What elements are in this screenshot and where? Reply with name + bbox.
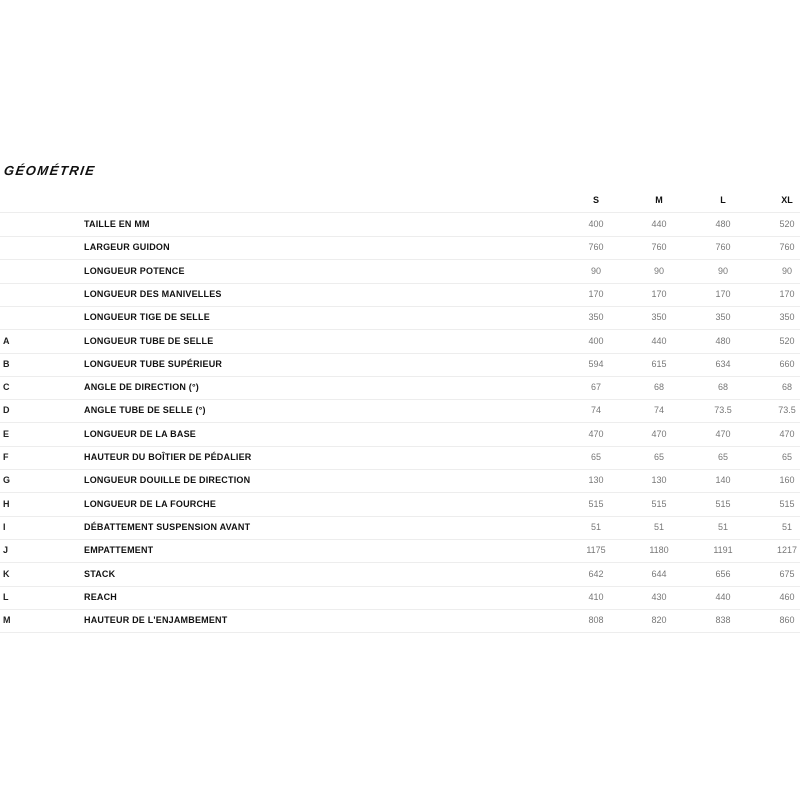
row-value-xl: 90 xyxy=(781,265,792,276)
row-value-s: 760 xyxy=(588,242,604,253)
table-row xyxy=(0,260,800,284)
row-value-s: 170 xyxy=(588,288,604,299)
table-row xyxy=(0,353,800,377)
row-value-s: 594 xyxy=(588,358,604,369)
row-value-l: 470 xyxy=(715,428,731,439)
row-value-l: 634 xyxy=(715,358,731,369)
row-value-xl: 160 xyxy=(779,475,795,486)
row-value-m: 68 xyxy=(653,382,664,393)
row-value-m: 760 xyxy=(651,242,667,253)
row-value-l: 515 xyxy=(715,498,731,509)
row-letter: B xyxy=(3,358,10,369)
row-value-s: 400 xyxy=(588,219,604,229)
row-value-xl: 73.5 xyxy=(778,405,796,416)
row-label: LONGUEUR TIGE DE SELLE xyxy=(84,312,210,323)
row-letter: G xyxy=(3,475,11,486)
row-value-s: 51 xyxy=(590,521,601,532)
table-row xyxy=(0,306,800,330)
row-value-m: 65 xyxy=(653,452,664,462)
row-value-l: 73.5 xyxy=(714,405,732,416)
row-value-xl: 170 xyxy=(779,288,795,299)
size-header-m: M xyxy=(655,195,663,205)
row-label: EMPATTEMENT xyxy=(84,545,154,556)
row-value-m: 1180 xyxy=(649,545,669,556)
row-value-l: 170 xyxy=(715,288,731,299)
row-value-l: 480 xyxy=(715,219,731,229)
row-value-l: 480 xyxy=(715,335,731,346)
row-value-m: 440 xyxy=(651,219,667,229)
table-row xyxy=(0,213,800,237)
row-value-m: 644 xyxy=(651,568,667,579)
row-value-s: 130 xyxy=(588,475,604,486)
row-value-s: 642 xyxy=(588,568,604,579)
row-value-xl: 68 xyxy=(781,382,792,393)
table-row xyxy=(0,376,800,400)
row-value-xl: 515 xyxy=(779,498,795,509)
row-value-s: 90 xyxy=(590,265,601,276)
row-letter: K xyxy=(3,568,10,579)
row-label: LONGUEUR DE LA FOURCHE xyxy=(84,498,217,509)
table-row xyxy=(0,539,800,563)
row-value-l: 838 xyxy=(715,615,731,626)
row-value-xl: 1217 xyxy=(776,545,798,556)
row-value-m: 130 xyxy=(651,475,667,486)
row-value-xl: 675 xyxy=(779,568,795,579)
row-value-xl: 460 xyxy=(779,591,795,602)
row-label: LARGEUR GUIDON xyxy=(84,242,170,253)
row-label: HAUTEUR DU BOÎTIER DE PÉDALIER xyxy=(84,452,252,462)
row-value-l: 656 xyxy=(715,568,731,579)
row-label: LONGUEUR DE LA BASE xyxy=(84,428,196,439)
row-letter: L xyxy=(3,591,9,602)
row-label: LONGUEUR DES MANIVELLES xyxy=(84,288,222,299)
row-letter: H xyxy=(3,498,10,509)
row-value-s: 67 xyxy=(590,382,601,393)
row-value-m: 820 xyxy=(651,615,667,626)
row-value-s: 515 xyxy=(588,498,604,509)
size-header-l: L xyxy=(720,195,726,205)
row-value-xl: 660 xyxy=(779,358,795,369)
row-label: LONGUEUR TUBE SUPÉRIEUR xyxy=(84,358,223,369)
row-letter: M xyxy=(3,615,11,626)
row-value-m: 350 xyxy=(651,312,667,323)
table-row xyxy=(0,586,800,610)
table-row xyxy=(0,563,800,587)
row-label: DÉBATTEMENT SUSPENSION AVANT xyxy=(84,521,251,532)
row-value-s: 65 xyxy=(590,452,601,462)
row-label: TAILLE EN MM xyxy=(84,219,150,229)
row-value-xl: 860 xyxy=(779,615,795,626)
row-letter: I xyxy=(3,521,6,532)
table-row xyxy=(0,330,800,354)
row-value-l: 1191 xyxy=(713,545,733,556)
row-label: ANGLE DE DIRECTION (°) xyxy=(84,382,199,393)
row-value-s: 350 xyxy=(588,312,604,323)
table-row xyxy=(0,493,800,517)
row-label: LONGUEUR DOUILLE DE DIRECTION xyxy=(84,475,251,486)
row-value-m: 51 xyxy=(653,521,664,532)
row-value-s: 1175 xyxy=(586,545,606,556)
row-value-xl: 520 xyxy=(779,335,795,346)
row-value-l: 140 xyxy=(715,475,731,486)
table-row xyxy=(0,423,800,447)
row-label: LONGUEUR POTENCE xyxy=(84,265,185,276)
row-value-m: 515 xyxy=(651,498,667,509)
table-header-row xyxy=(0,188,800,213)
row-value-xl: 350 xyxy=(779,312,795,323)
row-value-s: 74 xyxy=(590,405,601,416)
row-value-xl: 760 xyxy=(779,242,795,253)
row-value-l: 440 xyxy=(715,591,731,602)
row-letter: A xyxy=(3,335,10,346)
row-value-xl: 470 xyxy=(779,428,795,439)
row-value-m: 90 xyxy=(653,265,664,276)
row-value-xl: 51 xyxy=(781,521,792,532)
row-value-s: 410 xyxy=(588,591,604,602)
size-header-s: S xyxy=(592,195,599,205)
table-row xyxy=(0,516,800,540)
row-value-m: 470 xyxy=(651,428,667,439)
table-row xyxy=(0,283,800,307)
row-label: STACK xyxy=(84,568,116,579)
row-letter: C xyxy=(3,382,10,393)
table-row xyxy=(0,469,800,493)
row-label: REACH xyxy=(84,591,118,602)
row-value-s: 400 xyxy=(588,335,604,346)
row-value-m: 440 xyxy=(651,335,667,346)
size-header-xl: XL xyxy=(781,195,793,205)
row-value-s: 808 xyxy=(588,615,604,626)
row-value-m: 170 xyxy=(651,288,667,299)
row-label: ANGLE TUBE DE SELLE (°) xyxy=(84,405,206,416)
row-value-xl: 65 xyxy=(781,452,792,462)
row-value-m: 430 xyxy=(651,591,667,602)
row-label: LONGUEUR TUBE DE SELLE xyxy=(84,335,214,346)
row-value-s: 470 xyxy=(588,428,604,439)
row-label: HAUTEUR DE L'ENJAMBEMENT xyxy=(84,615,228,626)
row-letter: D xyxy=(3,405,10,416)
row-value-xl: 520 xyxy=(779,219,795,229)
row-value-l: 68 xyxy=(717,382,728,393)
table-row xyxy=(0,609,800,633)
row-value-l: 51 xyxy=(717,521,728,532)
page-title: GÉOMÉTRIE xyxy=(2,163,97,178)
table-row xyxy=(0,446,800,470)
row-value-m: 74 xyxy=(653,405,664,416)
row-letter: J xyxy=(3,545,9,556)
row-value-l: 90 xyxy=(717,265,728,276)
row-value-l: 350 xyxy=(715,312,731,323)
row-value-l: 65 xyxy=(717,452,728,462)
row-value-l: 760 xyxy=(715,242,731,253)
table-row xyxy=(0,399,800,423)
row-letter: E xyxy=(3,428,10,439)
row-value-m: 615 xyxy=(651,358,667,369)
row-letter: F xyxy=(3,452,9,462)
table-row xyxy=(0,236,800,260)
